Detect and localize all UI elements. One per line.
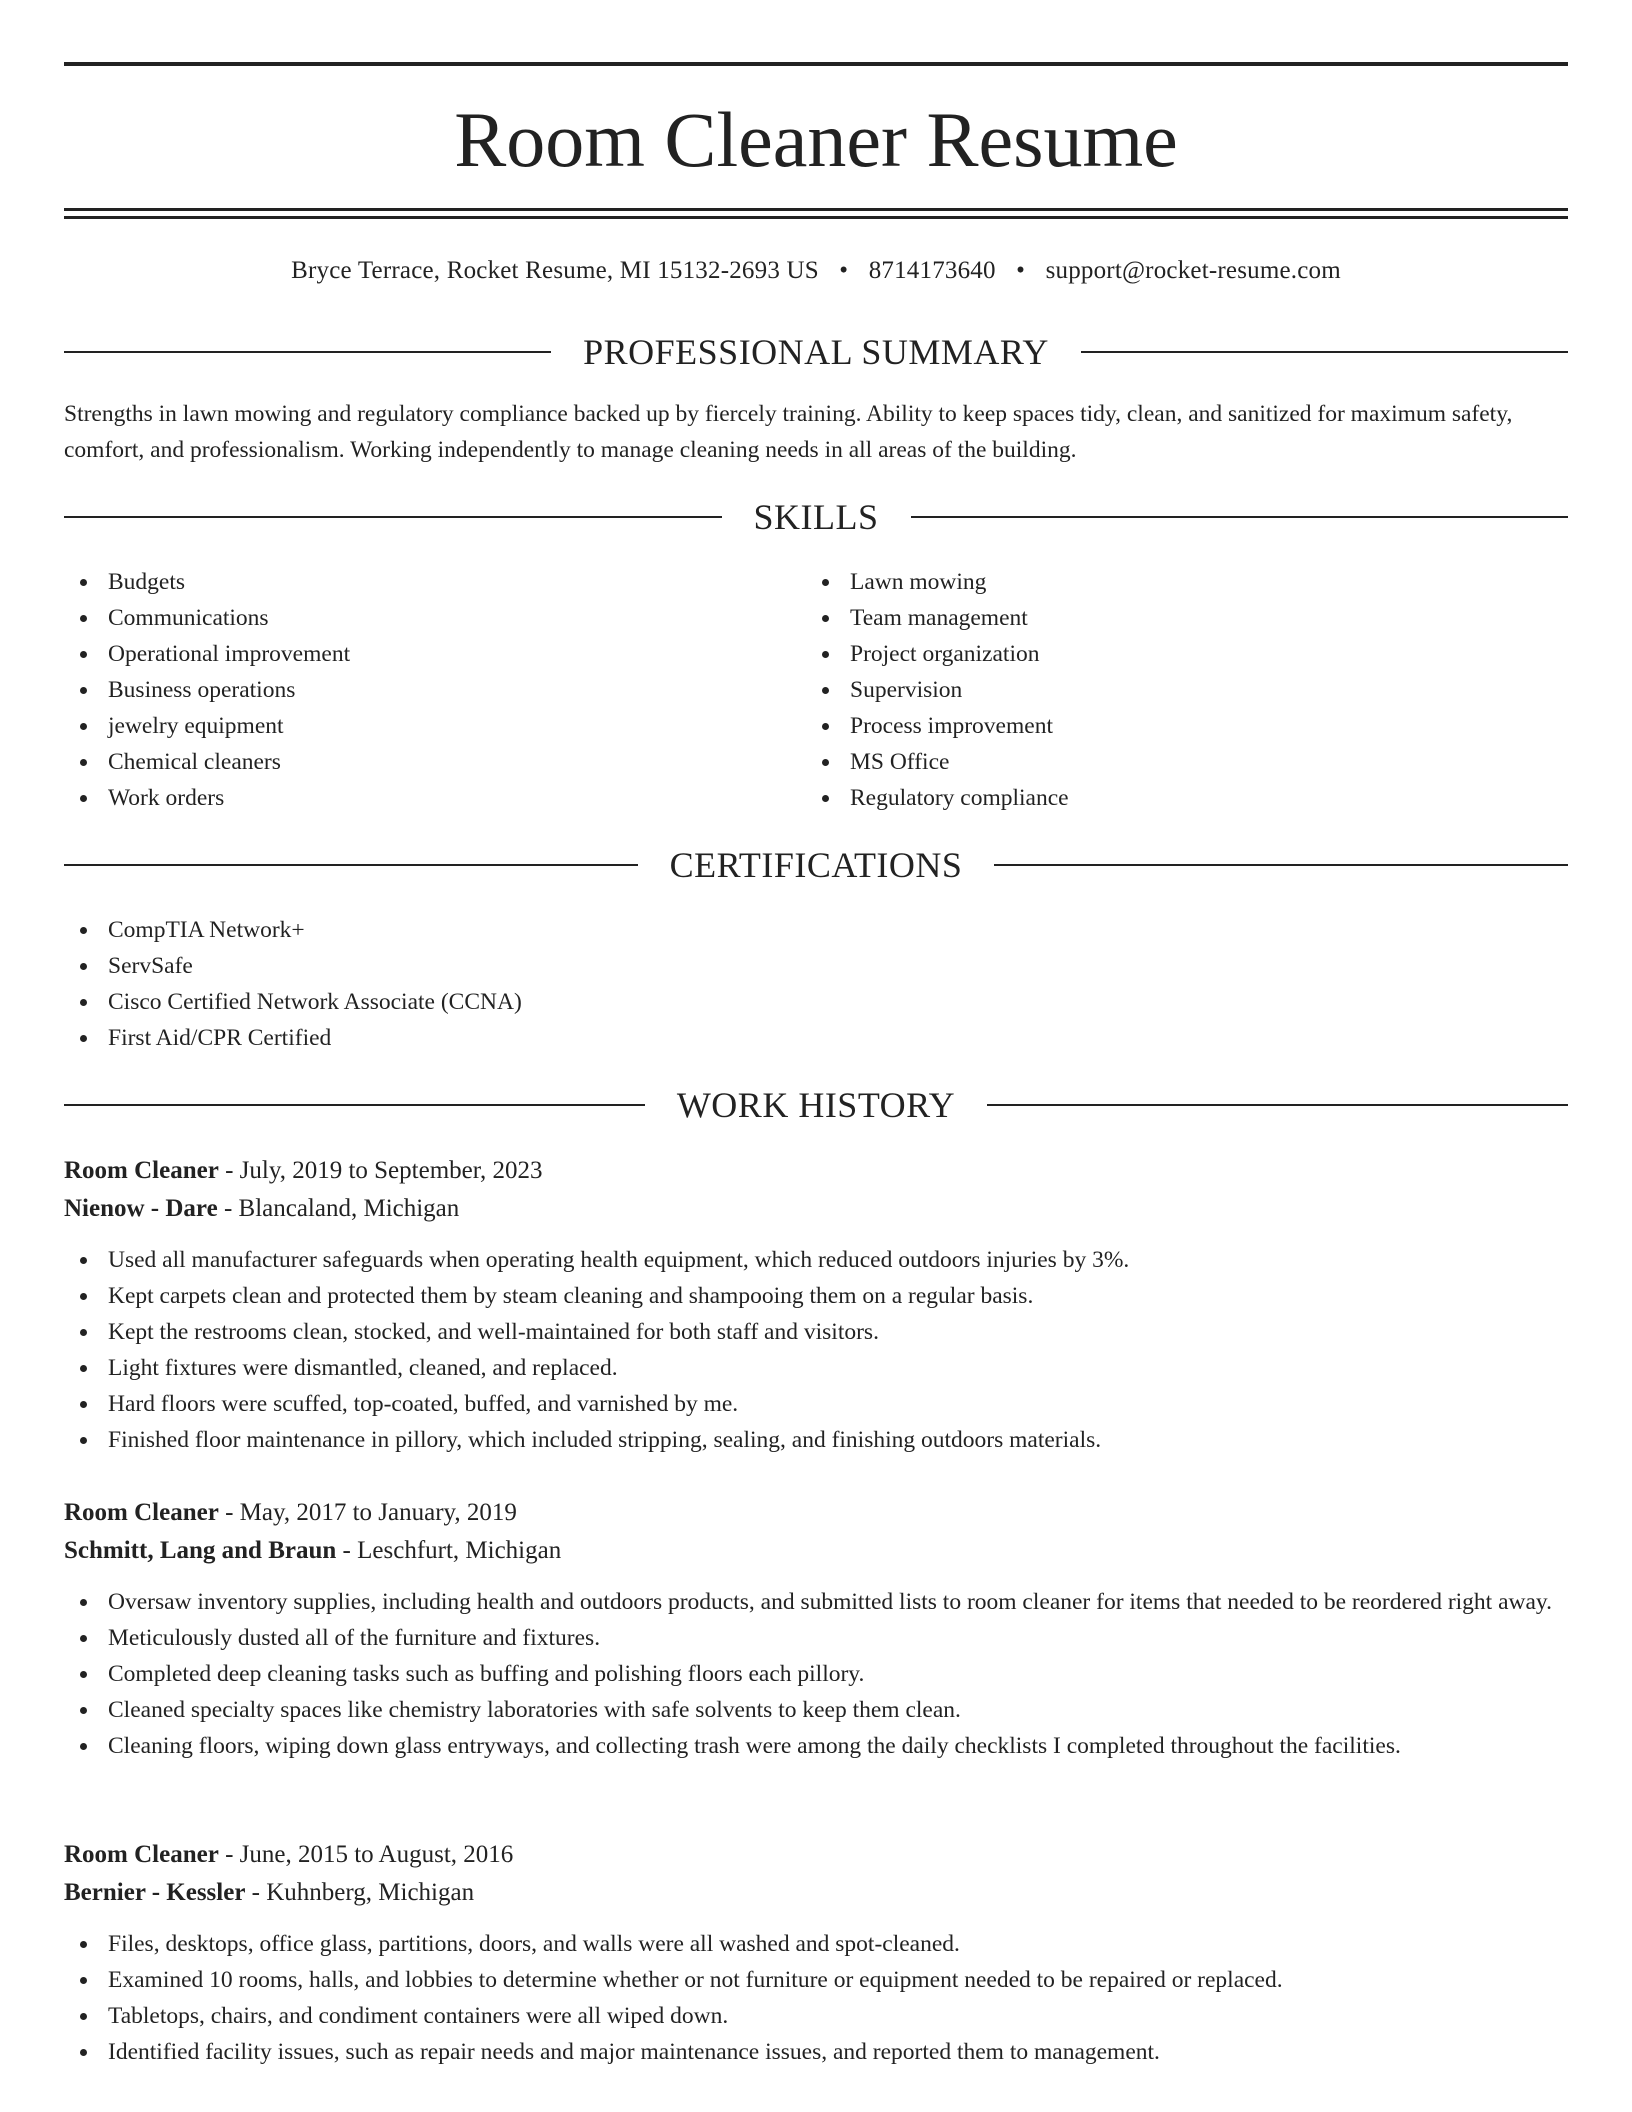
header-double-rule-lower	[64, 216, 1568, 219]
job-title: Room Cleaner	[64, 1841, 219, 1868]
certification-item: CompTIA Network+	[64, 912, 522, 948]
job-duties-list	[64, 1584, 1568, 1764]
job-duty: Kept carpets clean and protected them by steam cleaning and shampooing them on a regular basis.	[64, 1278, 1568, 1314]
section-header-certifications	[64, 843, 1568, 887]
skill-item: Project organization	[806, 636, 1069, 672]
job-duty: Light fixtures were dismantled, cleaned, and replaced.	[64, 1350, 1568, 1386]
job-company-line: Nienow - Dare - Blancaland, Michigan	[64, 1195, 460, 1222]
job-entry	[64, 1152, 1568, 1458]
job-duty: Oversaw inventory supplies, including health and outdoors products, and submitted lists to room cleaner for items that needed to be reordered right away.	[64, 1584, 1568, 1620]
skill-item: Lawn mowing	[806, 564, 1069, 600]
summary-text: Strengths in lawn mowing and regulatory compliance backed up by fiercely training. Ability to keep spaces tidy, clean, and sanitized for maximum safety, comfort, and professionalism. Working independently to manage cleaning needs in all areas of the building.	[64, 401, 1513, 463]
section-title-skills: SKILLS	[753, 497, 879, 537]
section-rule-right	[1081, 351, 1568, 353]
job-duty: Kept the restrooms clean, stocked, and well-maintained for both staff and visitors.	[64, 1314, 1568, 1350]
section-rule-left	[64, 1104, 645, 1106]
skill-item: Work orders	[64, 780, 350, 816]
skill-item: Business operations	[64, 672, 350, 708]
job-dates: May, 2017 to January, 2019	[239, 1499, 517, 1526]
job-duty: Cleaned specialty spaces like chemistry laboratories with safe solvents to keep them clean.	[64, 1692, 1568, 1728]
skill-item: Team management	[806, 600, 1069, 636]
header-double-rule-upper	[64, 208, 1568, 211]
job-duty: Cleaning floors, wiping down glass entryways, and collecting trash were among the daily checklists I completed throughout the facilities.	[64, 1728, 1568, 1764]
job-entry	[64, 1494, 1568, 1764]
job-entry	[64, 1836, 1568, 2070]
job-duty: Files, desktops, office glass, partitions, doors, and walls were all washed and spot-cleaned.	[64, 1926, 1568, 1962]
job-dates: July, 2019 to September, 2023	[239, 1157, 543, 1184]
job-title-line: Room Cleaner - July, 2019 to September, 2023	[64, 1157, 543, 1184]
contact-line	[64, 254, 1568, 288]
job-duty: Finished floor maintenance in pillory, which included stripping, sealing, and finishing outdoors materials.	[64, 1422, 1568, 1458]
section-rule-right	[987, 1104, 1568, 1106]
section-header-work-history	[64, 1083, 1568, 1127]
certification-item: First Aid/CPR Certified	[64, 1020, 522, 1056]
contact-email: support@rocket-resume.com	[1045, 257, 1341, 284]
job-title: Room Cleaner	[64, 1499, 219, 1526]
header-top-rule	[64, 62, 1568, 66]
section-rule-left	[64, 864, 638, 866]
skill-item: Supervision	[806, 672, 1069, 708]
skill-item: Regulatory compliance	[806, 780, 1069, 816]
skills-list-right	[806, 564, 1069, 816]
section-title-certifications: CERTIFICATIONS	[669, 845, 963, 885]
contact-separator: •	[839, 257, 849, 284]
certification-item: Cisco Certified Network Associate (CCNA)	[64, 984, 522, 1020]
job-location: Kuhnberg, Michigan	[266, 1879, 475, 1906]
contact-separator: •	[1016, 257, 1026, 284]
contact-address: Bryce Terrace, Rocket Resume, MI 15132-2693 US	[291, 257, 819, 284]
job-duty: Identified facility issues, such as repair needs and major maintenance issues, and reported them to management.	[64, 2034, 1568, 2070]
job-duty: Completed deep cleaning tasks such as buffing and polishing floors each pillory.	[64, 1656, 1568, 1692]
job-title: Room Cleaner	[64, 1157, 219, 1184]
job-company: Nienow - Dare	[64, 1195, 218, 1222]
job-duty: Tabletops, chairs, and condiment containers were all wiped down.	[64, 1998, 1568, 2034]
job-title-line: Room Cleaner - May, 2017 to January, 2019	[64, 1499, 517, 1526]
section-header-skills	[64, 495, 1568, 539]
job-company-line: Bernier - Kessler - Kuhnberg, Michigan	[64, 1879, 475, 1906]
section-rule-left	[64, 351, 551, 353]
job-duty: Meticulously dusted all of the furniture and fixtures.	[64, 1620, 1568, 1656]
skill-item: jewelry equipment	[64, 708, 350, 744]
page-title: Room Cleaner Resume	[454, 96, 1178, 183]
skill-item: MS Office	[806, 744, 1069, 780]
job-title-line: Room Cleaner - June, 2015 to August, 2016	[64, 1841, 514, 1868]
job-duty: Used all manufacturer safeguards when operating health equipment, which reduced outdoors injuries by 3%.	[64, 1242, 1568, 1278]
certifications-list	[64, 912, 522, 1056]
job-company: Bernier - Kessler	[64, 1879, 246, 1906]
section-header-summary	[64, 330, 1568, 374]
job-duties-list	[64, 1242, 1568, 1458]
job-company: Schmitt, Lang and Braun	[64, 1537, 337, 1564]
job-location: Leschfurt, Michigan	[357, 1537, 562, 1564]
section-rule-right	[994, 864, 1568, 866]
skill-item: Process improvement	[806, 708, 1069, 744]
skill-item: Chemical cleaners	[64, 744, 350, 780]
skill-item: Operational improvement	[64, 636, 350, 672]
section-title-summary: PROFESSIONAL SUMMARY	[583, 332, 1049, 372]
skills-list-left	[64, 564, 350, 816]
section-rule-right	[911, 516, 1569, 518]
job-location: Blancaland, Michigan	[238, 1195, 460, 1222]
section-title-work-history: WORK HISTORY	[676, 1085, 956, 1125]
job-duties-list	[64, 1926, 1568, 2070]
contact-phone: 8714173640	[868, 257, 996, 284]
certification-item: ServSafe	[64, 948, 522, 984]
skill-item: Budgets	[64, 564, 350, 600]
job-company-line: Schmitt, Lang and Braun - Leschfurt, Michigan	[64, 1537, 562, 1564]
skill-item: Communications	[64, 600, 350, 636]
job-duty: Hard floors were scuffed, top-coated, buffed, and varnished by me.	[64, 1386, 1568, 1422]
section-rule-left	[64, 516, 722, 518]
job-duty: Examined 10 rooms, halls, and lobbies to determine whether or not furniture or equipment needed to be repaired or replaced.	[64, 1962, 1568, 1998]
job-dates: June, 2015 to August, 2016	[239, 1841, 514, 1868]
